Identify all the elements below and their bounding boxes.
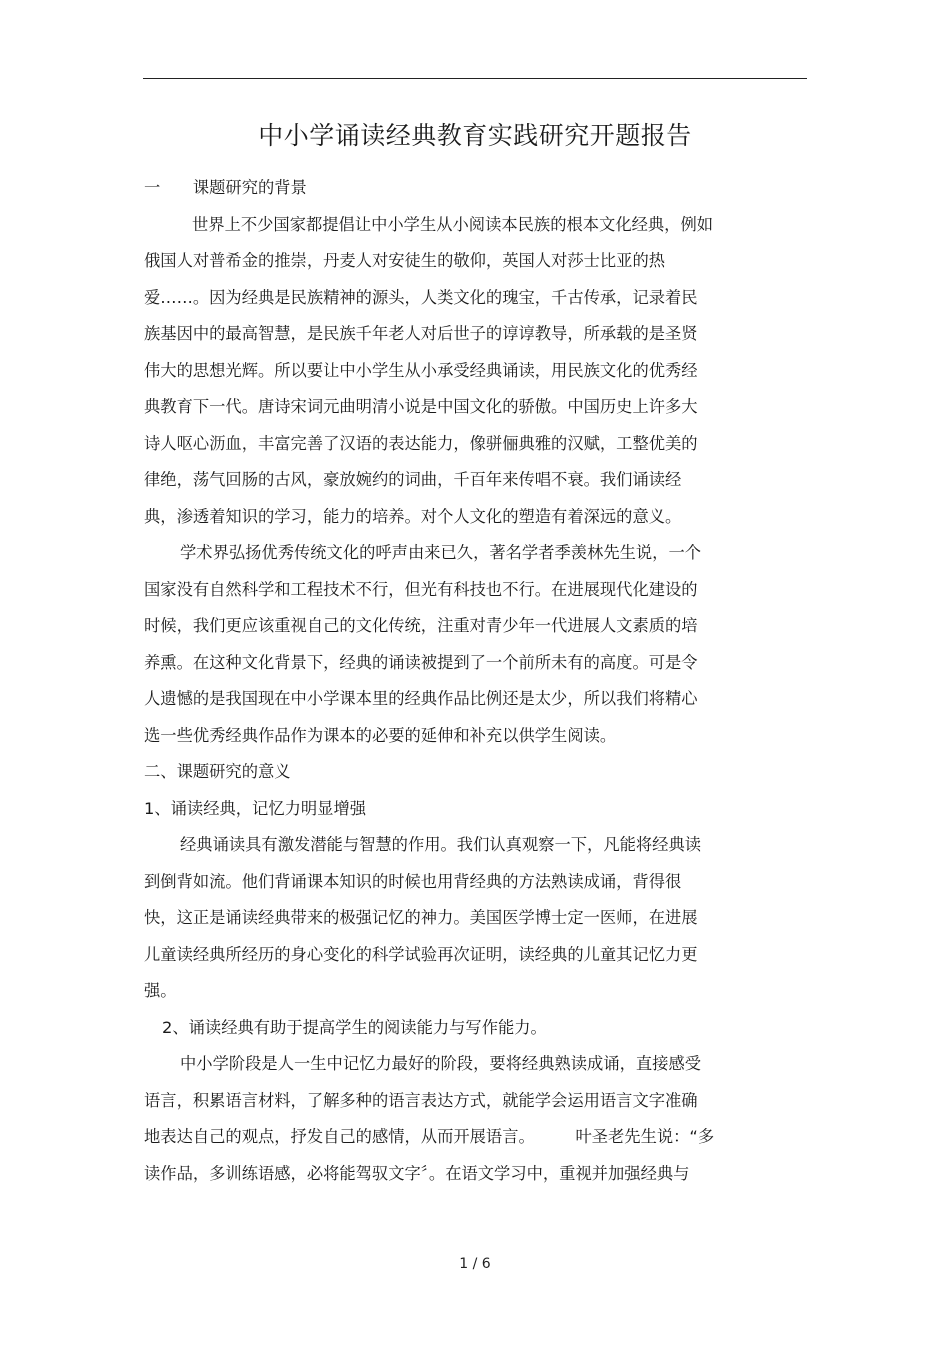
paragraph-line: 律绝，荡气回肠的古风，豪放婉约的词曲，千百年来传唱不衰。我们诵读经 bbox=[144, 470, 682, 489]
paragraph-line: 强。 bbox=[144, 981, 177, 1000]
paragraph-line: 养熏。在这种文化背景下，经典的诵读被提到了一个前所未有的高度。可是令 bbox=[144, 652, 698, 672]
paragraph-line: 儿童读经典所经历的身心变化的科学试验再次证明，读经典的儿童其记忆力更 bbox=[144, 944, 698, 964]
document-body bbox=[144, 170, 784, 1192]
paragraph-line: 二、课题研究的意义 bbox=[144, 762, 291, 781]
paragraph-line: 人遗憾的是我国现在中小学课本里的经典作品比例还是太少，所以我们将精心 bbox=[144, 689, 698, 708]
document-title: 中小学诵读经典教育实践研究开题报告 bbox=[258, 121, 692, 150]
paragraph-line: 俄国人对普希金的推崇，丹麦人对安徒生的敬仰，英国人对莎士比亚的热 bbox=[144, 251, 666, 270]
paragraph-line: 世界上不少国家都提倡让中小学生从小阅读本民族的根本文化经典，例如 bbox=[192, 214, 714, 234]
paragraph-line: 语言，积累语言材料，了解多种的语言表达方式，就能学会运用语言文字准确 bbox=[144, 1090, 698, 1110]
paragraph-line: 学术界弘扬优秀传统文化的呼声由来已久，著名学者季羡林先生说，一个 bbox=[180, 543, 702, 562]
paragraph-line: 时候，我们更应该重视自己的文化传统，注重对青少年一代进展人文素质的培 bbox=[144, 616, 698, 635]
header-rule bbox=[143, 78, 807, 79]
paragraph-line: 到倒背如流。他们背诵课本知识的时候也用背经典的方法熟读成诵，背得很 bbox=[144, 871, 682, 891]
paragraph-line: 典，渗透着知识的学习，能力的培养。对个人文化的塑造有着深远的意义。 bbox=[144, 506, 682, 526]
paragraph-line: 爱……。因为经典是民族精神的源头，人类文化的瑰宝，千古传承，记录着民 bbox=[144, 287, 698, 307]
paragraph-line: 读作品，多训练语感，必将能驾驭文字〞。在语文学习中，重视并加强经典与 bbox=[144, 1163, 690, 1183]
paragraph-line: 诗人呕心沥血，丰富完善了汉语的表达能力，像骈俪典雅的汉赋，工整优美的 bbox=[144, 433, 698, 453]
paragraph-line: 典教育下一代。唐诗宋词元曲明清小说是中国文化的骄傲。中国历史上许多大 bbox=[144, 397, 698, 416]
paragraph-line: 经典诵读具有激发潜能与智慧的作用。我们认真观察一下，凡能将经典读 bbox=[180, 835, 702, 854]
paragraph-line: 中小学阶段是人一生中记忆力最好的阶段，要将经典熟读成诵，直接感受 bbox=[180, 1054, 702, 1073]
paragraph-line: 地表达自己的观点，抒发自己的感情，从而开展语言。 叶圣老先生说：“多 bbox=[144, 1127, 715, 1146]
paragraph-line: 伟大的思想光辉。所以要让中小学生从小承受经典诵读，用民族文化的优秀经 bbox=[144, 360, 698, 380]
paragraph-line: 快，这正是诵读经典带来的极强记忆的神力。美国医学博士定一医师，在进展 bbox=[144, 908, 698, 927]
paragraph-line: 族基因中的最高智慧，是民族千年老人对后世子的谆谆教导，所承载的是圣贤 bbox=[144, 324, 698, 343]
paragraph-line: 国家没有自然科学和工程技术不行，但光有科技也不行。在进展现代化建设的 bbox=[144, 579, 698, 599]
page-number: 1 / 6 bbox=[459, 1256, 491, 1272]
paragraph-line: 一 课题研究的背景 bbox=[144, 178, 307, 197]
paragraph-line: 2、诵读经典有助于提高学生的阅读能力与写作能力。 bbox=[162, 1017, 547, 1037]
paragraph-line: 选一些优秀经典作品作为课本的必要的延伸和补充以供学生阅读。 bbox=[144, 725, 617, 745]
paragraph-line: 1、诵读经典，记忆力明显增强 bbox=[144, 798, 367, 818]
